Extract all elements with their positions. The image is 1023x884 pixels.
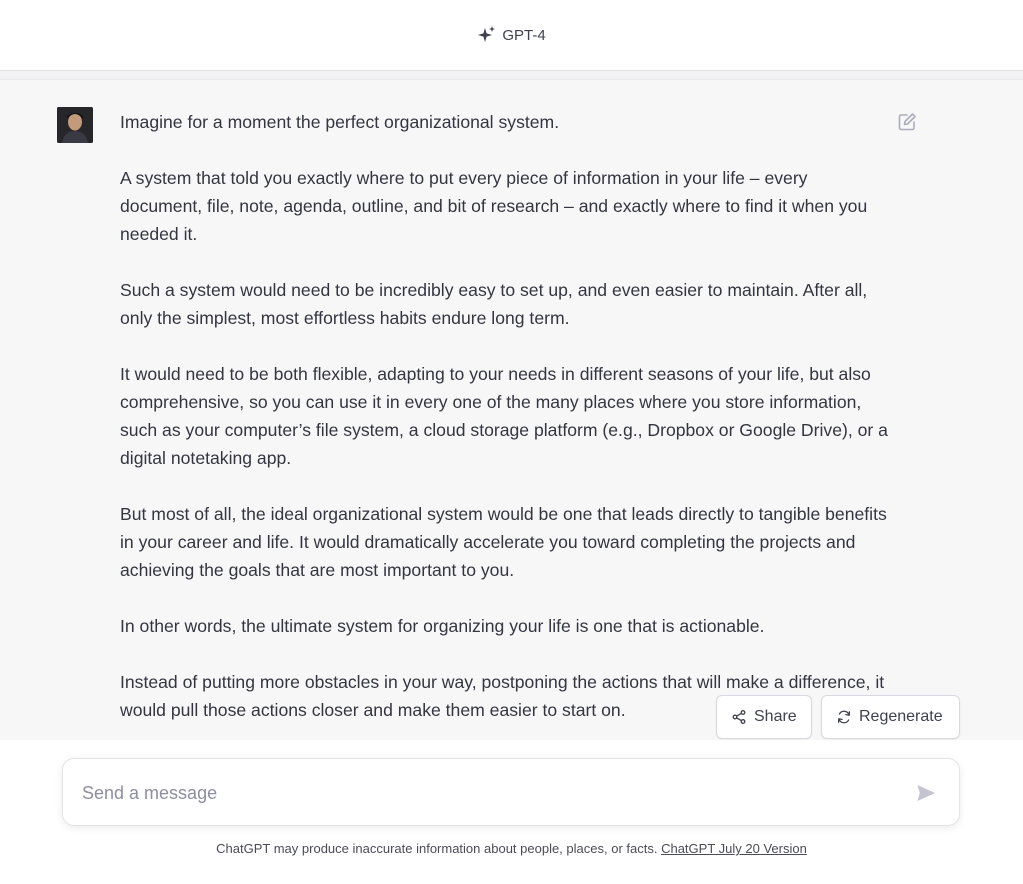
share-label: Share bbox=[754, 708, 797, 725]
message-paragraph: Instead of putting more obstacles in your way, postponing the actions that will make a difference, it would pull those actions closer and make them easier to start on. bbox=[120, 672, 885, 720]
message-input[interactable] bbox=[62, 758, 960, 826]
refresh-icon bbox=[836, 709, 852, 725]
model-name: GPT-4 bbox=[502, 26, 546, 44]
model-selector[interactable] bbox=[477, 25, 545, 45]
disclaimer-text: ChatGPT may produce inaccurate information about people, places, or facts. bbox=[216, 841, 658, 856]
share-button[interactable] bbox=[716, 695, 812, 739]
message-text bbox=[120, 108, 890, 732]
message-paragraph: In other words, the ultimate system for organizing your life is one that is actionable. bbox=[120, 616, 765, 636]
regenerate-label: Regenerate bbox=[859, 708, 943, 725]
version-link[interactable]: ChatGPT July 20 Version bbox=[661, 841, 807, 856]
regenerate-button[interactable] bbox=[821, 695, 960, 739]
send-icon[interactable] bbox=[915, 782, 937, 804]
top-bar bbox=[0, 0, 1023, 71]
message-paragraph: It would need to be both flexible, adapting to your needs in different seasons of your life, but also comprehensive, so you can use it in every one of the many places where you store information, such as your computer’s file system, a cloud storage platform (e.g., Dropbox or Google Drive), or a digital notetaking app. bbox=[120, 364, 888, 468]
edit-icon[interactable] bbox=[896, 111, 918, 133]
sparkles-icon bbox=[477, 25, 497, 45]
share-icon bbox=[731, 709, 747, 725]
message-paragraph: Imagine for a moment the perfect organizational system. bbox=[120, 112, 560, 132]
footer-disclaimer bbox=[0, 841, 1023, 856]
message-paragraph: A system that told you exactly where to put every piece of information in your life – every document, file, note, agenda, outline, and bit of research – and exactly where to find it when you needed it. bbox=[120, 168, 868, 244]
header-divider bbox=[0, 71, 1023, 80]
user-avatar bbox=[57, 107, 93, 143]
message-input-placeholder: Send a message bbox=[82, 783, 218, 803]
message-paragraph: Such a system would need to be incredibly easy to set up, and even easier to maintain. After all, only the simplest, most effortless habits endure long term. bbox=[120, 280, 868, 328]
message-paragraph: But most of all, the ideal organizational system would be one that leads directly to tangible benefits in your career and life. It would dramatically accelerate you toward completing the projects and achieving the goals that are most important to you. bbox=[120, 504, 887, 580]
